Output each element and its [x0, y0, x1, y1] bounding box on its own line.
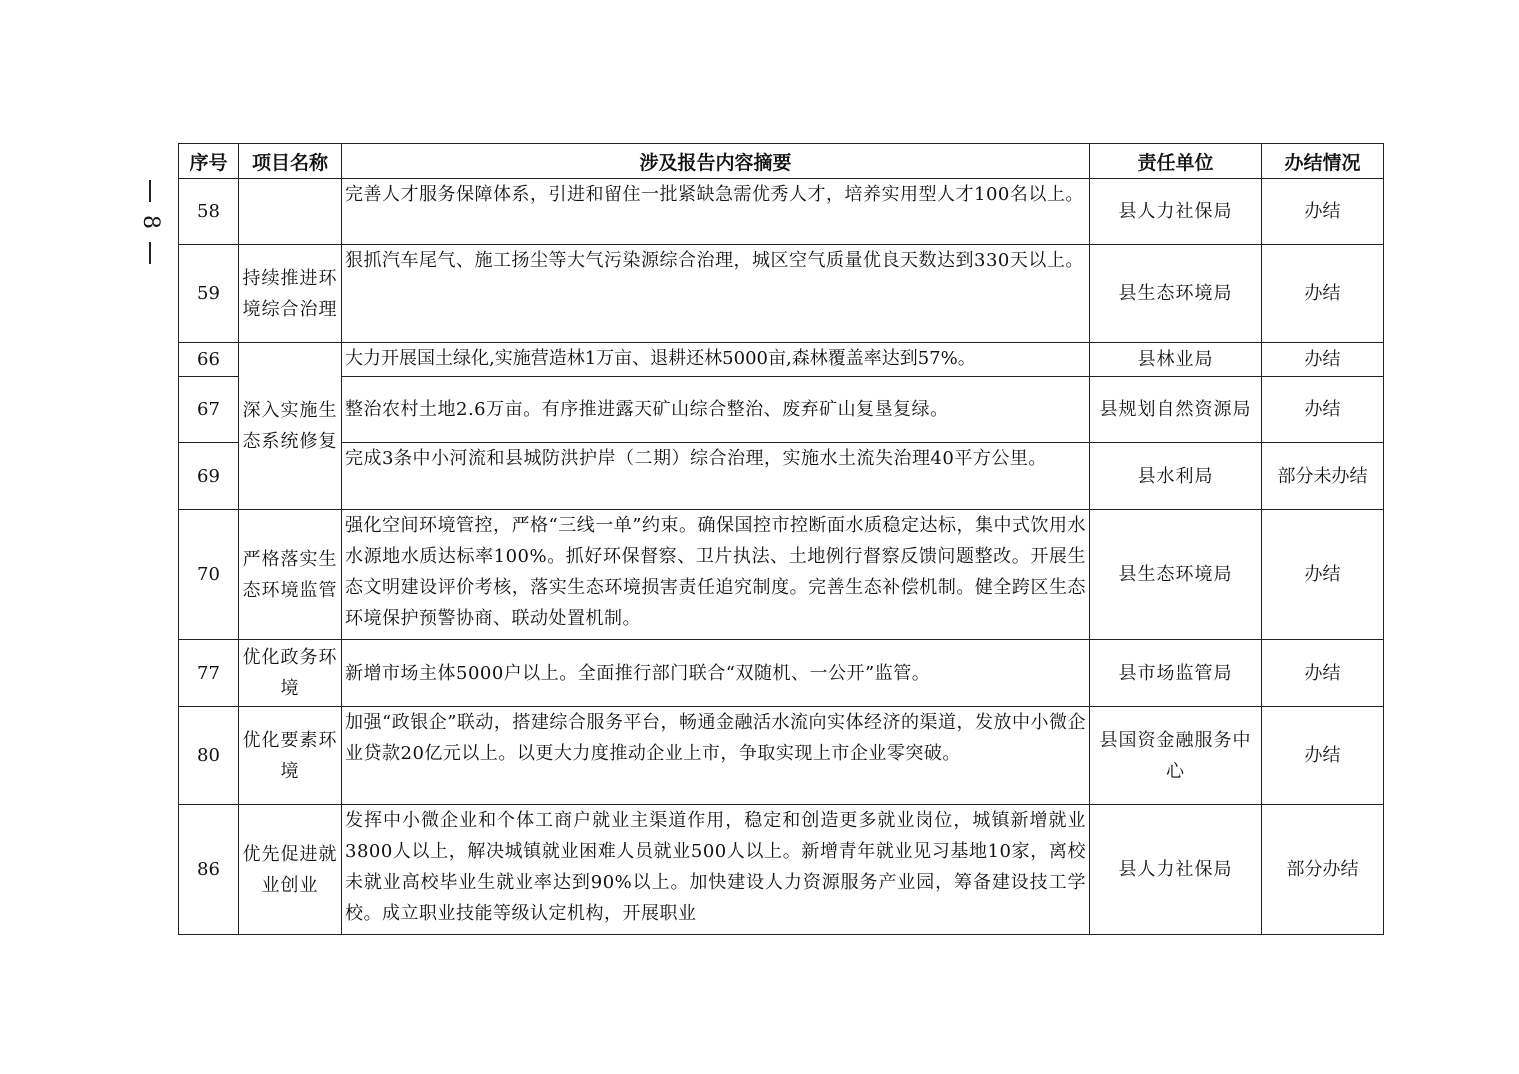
table-row [179, 640, 1384, 707]
row-unit: 县生态环境局 [1090, 245, 1262, 343]
row-summary: 强化空间环境管控，严格“三线一单”约束。确保国控市控断面水质稳定达标，集中式饮用水水源地水质达标率100%。抓好环保督察、卫片执法、土地例行督察反馈问题整改。开展生态文明建设评价考核，落实生态环境损害责任追究制度。完善生态补偿机制。健全跨区生态环境保护预警协商、联动处置机制。 [342, 510, 1090, 640]
table-row [179, 377, 1384, 443]
row-no: 66 [179, 343, 239, 377]
header-unit: 责任单位 [1090, 144, 1262, 179]
row-project-name: 严格落实生态环境监管 [239, 510, 342, 640]
table-row [179, 707, 1384, 805]
row-unit: 县市场监管局 [1090, 640, 1262, 707]
row-no: 80 [179, 707, 239, 805]
row-unit: 县水利局 [1090, 443, 1262, 510]
row-summary: 大力开展国土绿化,实施营造林1万亩、退耕还林5000亩,森林覆盖率达到57%。 [342, 343, 1090, 377]
row-summary: 狠抓汽车尾气、施工扬尘等大气污染源综合治理，城区空气质量优良天数达到330天以上。 [342, 245, 1090, 343]
row-summary: 完成3条中小河流和县城防洪护岸（二期）综合治理，实施水土流失治理40平方公里。 [342, 443, 1090, 510]
row-status: 办结 [1262, 343, 1384, 377]
header-row [179, 144, 1384, 179]
row-no: 69 [179, 443, 239, 510]
header-name: 项目名称 [239, 144, 342, 179]
page-number-text: 8 [138, 215, 163, 229]
header-no: 序号 [179, 144, 239, 179]
row-summary: 加强“政银企”联动，搭建综合服务平台，畅通金融活水流向实体经济的渠道，发放中小微企业贷款20亿元以上。以更大力度推动企业上市，争取实现上市企业零突破。 [342, 707, 1090, 805]
row-project-name: 持续推进环境综合治理 [239, 245, 342, 343]
row-summary: 完善人才服务保障体系，引进和留住一批紧缺急需优秀人才，培养实用型人才100名以上。 [342, 179, 1090, 245]
row-unit: 县国资金融服务中心 [1090, 707, 1262, 805]
row-status: 办结 [1262, 179, 1384, 245]
row-unit: 县规划自然资源局 [1090, 377, 1262, 443]
row-status: 办结 [1262, 707, 1384, 805]
row-project-name: 优化政务环境 [239, 640, 342, 707]
row-no: 70 [179, 510, 239, 640]
row-unit: 县人力社保局 [1090, 179, 1262, 245]
header-status: 办结情况 [1262, 144, 1384, 179]
row-no: 67 [179, 377, 239, 443]
row-status: 部分未办结 [1262, 443, 1384, 510]
row-status: 部分办结 [1262, 805, 1384, 935]
table-row [179, 343, 1384, 377]
row-no: 77 [179, 640, 239, 707]
row-unit: 县人力社保局 [1090, 805, 1262, 935]
row-unit: 县生态环境局 [1090, 510, 1262, 640]
row-no: 86 [179, 805, 239, 935]
page-number [138, 180, 163, 270]
row-no: 58 [179, 179, 239, 245]
row-summary: 整治农村土地2.6万亩。有序推进露天矿山综合整治、废弃矿山复垦复绿。 [342, 377, 1090, 443]
row-unit: 县林业局 [1090, 343, 1262, 377]
page-number-dash-bottom [149, 242, 151, 264]
row-summary: 发挥中小微企业和个体工商户就业主渠道作用，稳定和创造更多就业岗位，城镇新增就业3800人以上，解决城镇就业困难人员就业500人以上。新增青年就业见习基地10家，离校未就业高校毕业生就业率达到90%以上。加快建设人力资源服务产业园，筹备建设技工学校。成立职业技能等级认定机构，开展职业 [342, 805, 1090, 935]
table-row [179, 245, 1384, 343]
table-row [179, 805, 1384, 935]
table-row [179, 443, 1384, 510]
page-number-dash-top [149, 180, 151, 202]
row-project-name: 优先促进就业创业 [239, 805, 342, 935]
table-row [179, 179, 1384, 245]
row-status: 办结 [1262, 245, 1384, 343]
report-table [178, 143, 1384, 935]
row-summary: 新增市场主体5000户以上。全面推行部门联合“双随机、一公开”监管。 [342, 640, 1090, 707]
row-project-name: 深入实施生态系统修复 [239, 343, 342, 510]
row-status: 办结 [1262, 640, 1384, 707]
row-status: 办结 [1262, 377, 1384, 443]
row-no: 59 [179, 245, 239, 343]
row-status: 办结 [1262, 510, 1384, 640]
header-summary: 涉及报告内容摘要 [342, 144, 1090, 179]
row-project-name [239, 179, 342, 245]
row-project-name: 优化要素环境 [239, 707, 342, 805]
table-row [179, 510, 1384, 640]
